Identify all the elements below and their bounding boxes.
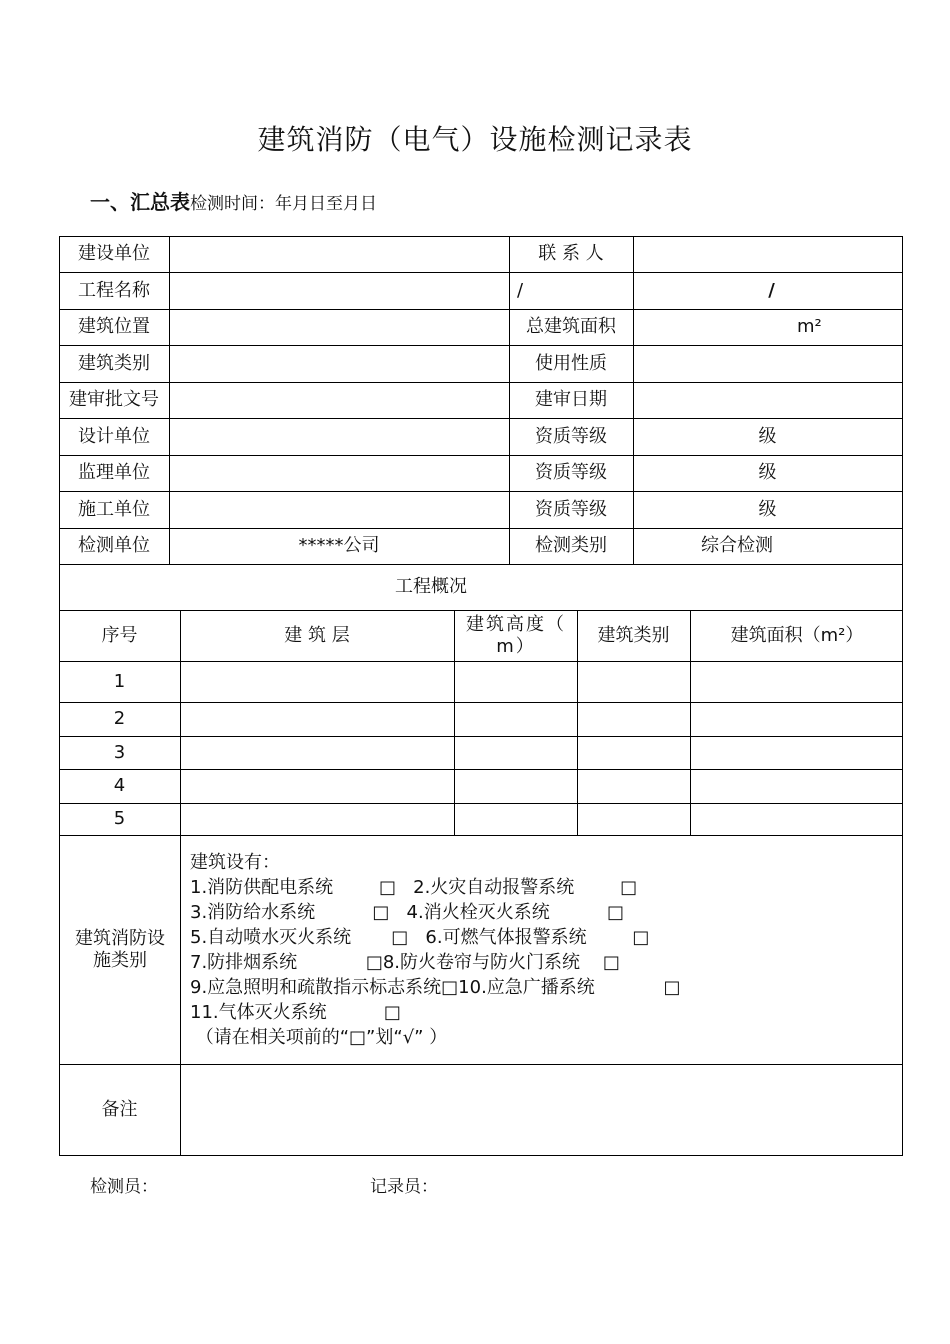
- info-label: 建筑位置: [78, 316, 150, 338]
- info-value: [633, 345, 902, 382]
- remarks-value: [180, 1064, 902, 1155]
- info-label: 施工单位: [78, 498, 150, 520]
- row-number: 4: [113, 775, 126, 797]
- fire-systems-list: [190, 850, 680, 1050]
- fire-systems-intro: 建筑设有：: [190, 852, 280, 873]
- info-value: [169, 272, 509, 309]
- overview-title: 工程概况: [395, 576, 467, 598]
- fire-system-line: 3.消防给水系统 □ 4.消火栓灭火系统 □: [190, 902, 624, 923]
- recorder-signature: 记录员：: [370, 1177, 438, 1197]
- inspection-time: 检测时间：年月日至月日: [190, 194, 377, 214]
- remarks-label: 备注: [101, 1098, 138, 1120]
- info-value: 级: [758, 462, 777, 484]
- overview-header: 建筑类别: [597, 624, 670, 646]
- info-label: 联 系 人: [538, 243, 604, 265]
- row-number: 2: [113, 708, 126, 730]
- info-label: /: [517, 279, 524, 301]
- document-title: 建筑消防（电气）设施检测记录表: [257, 123, 693, 156]
- info-label: 资质等级: [535, 462, 607, 484]
- info-value: m²: [797, 316, 822, 338]
- info-label: 建设单位: [78, 243, 150, 265]
- info-value: [169, 455, 509, 491]
- info-label: 总建筑面积: [526, 316, 616, 338]
- info-label: 设计单位: [78, 425, 150, 447]
- overview-header: 建 筑 层: [284, 624, 350, 646]
- inspector-signature: 检测员：: [90, 1177, 158, 1197]
- fire-system-line: 11.气体灭火系统 □: [190, 1002, 401, 1023]
- info-value: 级: [758, 425, 777, 447]
- row-number: 5: [113, 808, 126, 830]
- overview-header: 建筑面积（m²）: [730, 624, 864, 646]
- fire-system-line: 9.应急照明和疏散指示标志系统□10.应急广播系统 □: [190, 977, 681, 998]
- info-value: [169, 345, 509, 382]
- info-value: 级: [758, 498, 777, 520]
- overview-header: 序号: [101, 624, 138, 646]
- info-value: [633, 382, 902, 418]
- section-label: 一、汇总表: [90, 190, 190, 214]
- info-value: *****公司: [298, 535, 380, 557]
- info-label: 资质等级: [535, 425, 607, 447]
- info-label: 监理单位: [78, 462, 150, 484]
- fire-systems-instruction: （请在相关项前的“□”划“√” ）: [190, 1027, 448, 1048]
- info-value: [169, 418, 509, 455]
- info-label: 建审批文号: [69, 389, 159, 411]
- info-value: [169, 491, 509, 528]
- info-label: 检测单位: [78, 535, 150, 557]
- row-number: 3: [113, 741, 126, 763]
- info-label: 资质等级: [535, 498, 607, 520]
- info-value: [169, 236, 509, 272]
- info-value: [169, 382, 509, 418]
- fire-system-line: 7.防排烟系统 □8.防火卷帘与防火门系统 □: [190, 952, 620, 973]
- row-number: 1: [113, 670, 126, 692]
- fire-systems-label: 建筑消防设施类别: [75, 927, 165, 971]
- info-label: 建筑类别: [78, 352, 150, 374]
- fire-system-line: 1.消防供配电系统 □ 2.火灾自动报警系统 □: [190, 877, 638, 898]
- info-value: 综合检测: [701, 535, 773, 557]
- info-value: [169, 309, 509, 345]
- summary-table: [59, 236, 903, 1156]
- overview-header: 建筑高度（ m）: [466, 613, 566, 657]
- fire-system-line: 5.自动喷水灭火系统 □ 6.可燃气体报警系统 □: [190, 927, 650, 948]
- info-label: 工程名称: [78, 279, 150, 301]
- info-label: 使用性质: [535, 352, 607, 374]
- info-label: 检测类别: [535, 535, 607, 557]
- section-header: [90, 186, 377, 215]
- info-value: /: [768, 279, 775, 301]
- info-label: 建审日期: [535, 389, 607, 411]
- info-value: [633, 236, 902, 272]
